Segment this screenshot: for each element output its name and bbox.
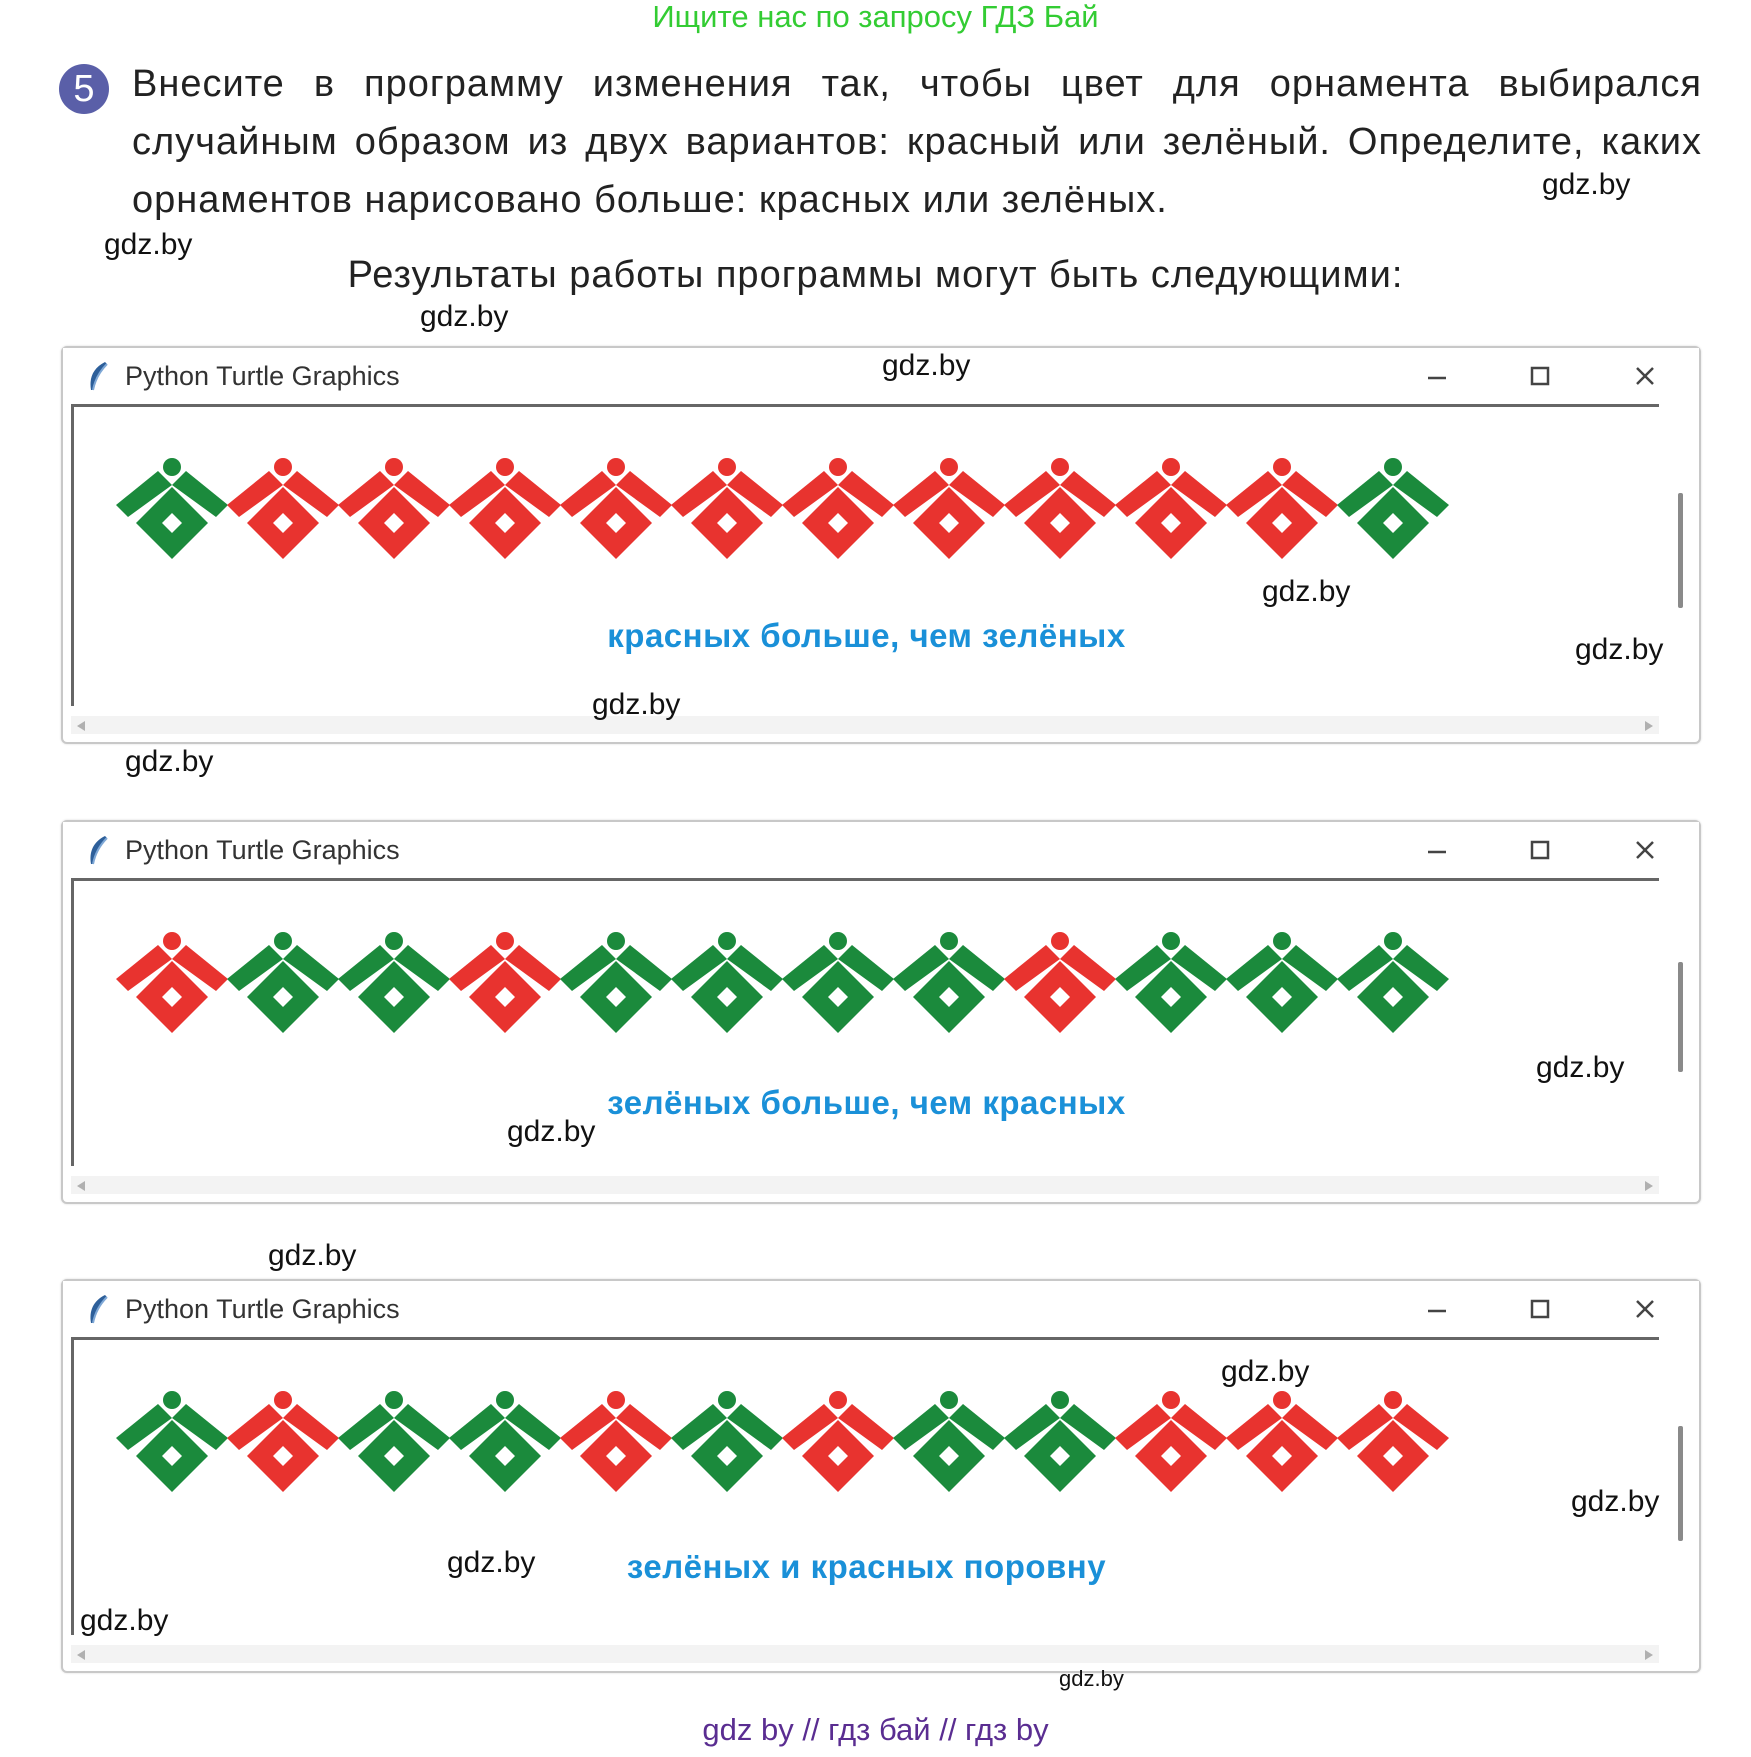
- ornament-green: [1226, 932, 1338, 1033]
- ornament-red: [782, 458, 894, 559]
- ornament-green: [338, 932, 450, 1033]
- minimize-icon[interactable]: [1415, 830, 1459, 870]
- maximize-icon[interactable]: [1518, 1289, 1562, 1329]
- turtle-window-2: [61, 820, 1701, 1204]
- ornament-green: [116, 458, 228, 559]
- turtle-canvas: [71, 404, 1659, 706]
- scroll-right-icon[interactable]: [1645, 1181, 1653, 1191]
- ornament-green: [227, 932, 339, 1033]
- ornament-green: [1004, 1391, 1116, 1492]
- window-title: Python Turtle Graphics: [125, 1294, 400, 1324]
- window-titlebar[interactable]: [63, 348, 1699, 404]
- ornament-red: [227, 1391, 339, 1492]
- window-titlebar[interactable]: [63, 1281, 1699, 1337]
- ornament-red: [1004, 932, 1116, 1033]
- task-number-badge: 5: [59, 64, 109, 114]
- watermark: gdz.by: [80, 1604, 169, 1637]
- ornament-red: [560, 458, 672, 559]
- ornament-green: [338, 1391, 450, 1492]
- close-icon[interactable]: [1623, 830, 1667, 870]
- feather-icon: [83, 834, 113, 868]
- ornament-green: [782, 932, 894, 1033]
- ornament-red: [1337, 1391, 1449, 1492]
- maximize-icon[interactable]: [1518, 830, 1562, 870]
- ornament-green: [893, 1391, 1005, 1492]
- watermark: gdz.by: [1221, 1355, 1310, 1388]
- vertical-scrollbar[interactable]: [1678, 493, 1683, 608]
- horizontal-scrollbar[interactable]: [71, 716, 1659, 734]
- ornament-green: [449, 1391, 561, 1492]
- vertical-scrollbar[interactable]: [1678, 1426, 1683, 1541]
- top-banner: Ищите нас по запросу ГДЗ Бай: [652, 0, 1099, 34]
- watermark: gdz.by: [1571, 1485, 1660, 1518]
- scroll-right-icon[interactable]: [1645, 1650, 1653, 1660]
- watermark: gdz.by: [1059, 1666, 1124, 1691]
- ornament-red: [560, 1391, 672, 1492]
- watermark: gdz.by: [420, 300, 509, 333]
- ornament-green: [893, 932, 1005, 1033]
- ornament-green: [1337, 458, 1449, 559]
- task-text: Внесите в программу изменения так, чтобы цвет для орнамента выбирался случайным образом из двух вариантов: красный или зелёный. Определите, каких орнаментов нарисовано больше: красных или зелёных.: [132, 63, 1702, 221]
- scroll-left-icon[interactable]: [77, 1181, 85, 1191]
- ornament-red: [227, 458, 339, 559]
- ornament-red: [116, 932, 228, 1033]
- result-text: красных больше, чем зелёных: [607, 617, 1126, 654]
- scroll-left-icon[interactable]: [77, 1650, 85, 1660]
- result-text: зелёных больше, чем красных: [607, 1084, 1126, 1121]
- ornament-green: [560, 932, 672, 1033]
- turtle-window-1: [61, 346, 1701, 744]
- ornament-green: [671, 1391, 783, 1492]
- vertical-scrollbar[interactable]: [1678, 962, 1683, 1072]
- minimize-icon[interactable]: [1415, 1289, 1459, 1329]
- ornament-red: [782, 1391, 894, 1492]
- scroll-right-icon[interactable]: [1645, 721, 1653, 731]
- window-titlebar[interactable]: [63, 822, 1699, 878]
- ornament-green: [1337, 932, 1449, 1033]
- ornament-red: [449, 458, 561, 559]
- watermark: gdz.by: [1536, 1051, 1625, 1084]
- close-icon[interactable]: [1623, 356, 1667, 396]
- horizontal-scrollbar[interactable]: [71, 1645, 1659, 1663]
- ornament-red: [1115, 458, 1227, 559]
- results-caption: Результаты работы программы могут быть следующими:: [347, 254, 1404, 296]
- ornament-red: [1115, 1391, 1227, 1492]
- ornament-green: [671, 932, 783, 1033]
- watermark: gdz.by: [507, 1115, 596, 1148]
- watermark: gdz.by: [104, 228, 193, 261]
- watermark: gdz.by: [1262, 575, 1351, 608]
- maximize-icon[interactable]: [1518, 356, 1562, 396]
- watermark: gdz.by: [592, 688, 681, 721]
- ornament-green: [1115, 932, 1227, 1033]
- turtle-canvas: [71, 1337, 1659, 1635]
- turtle-canvas: [71, 878, 1659, 1166]
- watermark: gdz.by: [447, 1546, 536, 1579]
- ornament-red: [1226, 1391, 1338, 1492]
- ornament-green: [116, 1391, 228, 1492]
- window-title: Python Turtle Graphics: [125, 835, 400, 865]
- ornament-red: [893, 458, 1005, 559]
- scroll-left-icon[interactable]: [77, 721, 85, 731]
- ornament-red: [671, 458, 783, 559]
- horizontal-scrollbar[interactable]: [71, 1176, 1659, 1194]
- result-text: зелёных и красных поровну: [626, 1548, 1107, 1585]
- ornament-red: [1004, 458, 1116, 559]
- watermark: gdz.by: [1575, 633, 1664, 666]
- close-icon[interactable]: [1623, 1289, 1667, 1329]
- minimize-icon[interactable]: [1415, 356, 1459, 396]
- watermark: gdz.by: [882, 349, 971, 382]
- watermark: gdz.by: [268, 1239, 357, 1272]
- footer: gdz by // гдз бай // гдз by: [702, 1712, 1049, 1747]
- ornament-red: [338, 458, 450, 559]
- feather-icon: [83, 360, 113, 394]
- ornament-row: [114, 457, 1614, 567]
- watermark: gdz.by: [125, 745, 214, 778]
- ornament-red: [1226, 458, 1338, 559]
- ornament-red: [449, 932, 561, 1033]
- window-title: Python Turtle Graphics: [125, 361, 400, 391]
- ornament-row: [114, 1390, 1614, 1500]
- feather-icon: [83, 1293, 113, 1327]
- watermark: gdz.by: [1542, 168, 1631, 201]
- turtle-window-3: [61, 1279, 1701, 1673]
- ornament-row: [114, 931, 1614, 1041]
